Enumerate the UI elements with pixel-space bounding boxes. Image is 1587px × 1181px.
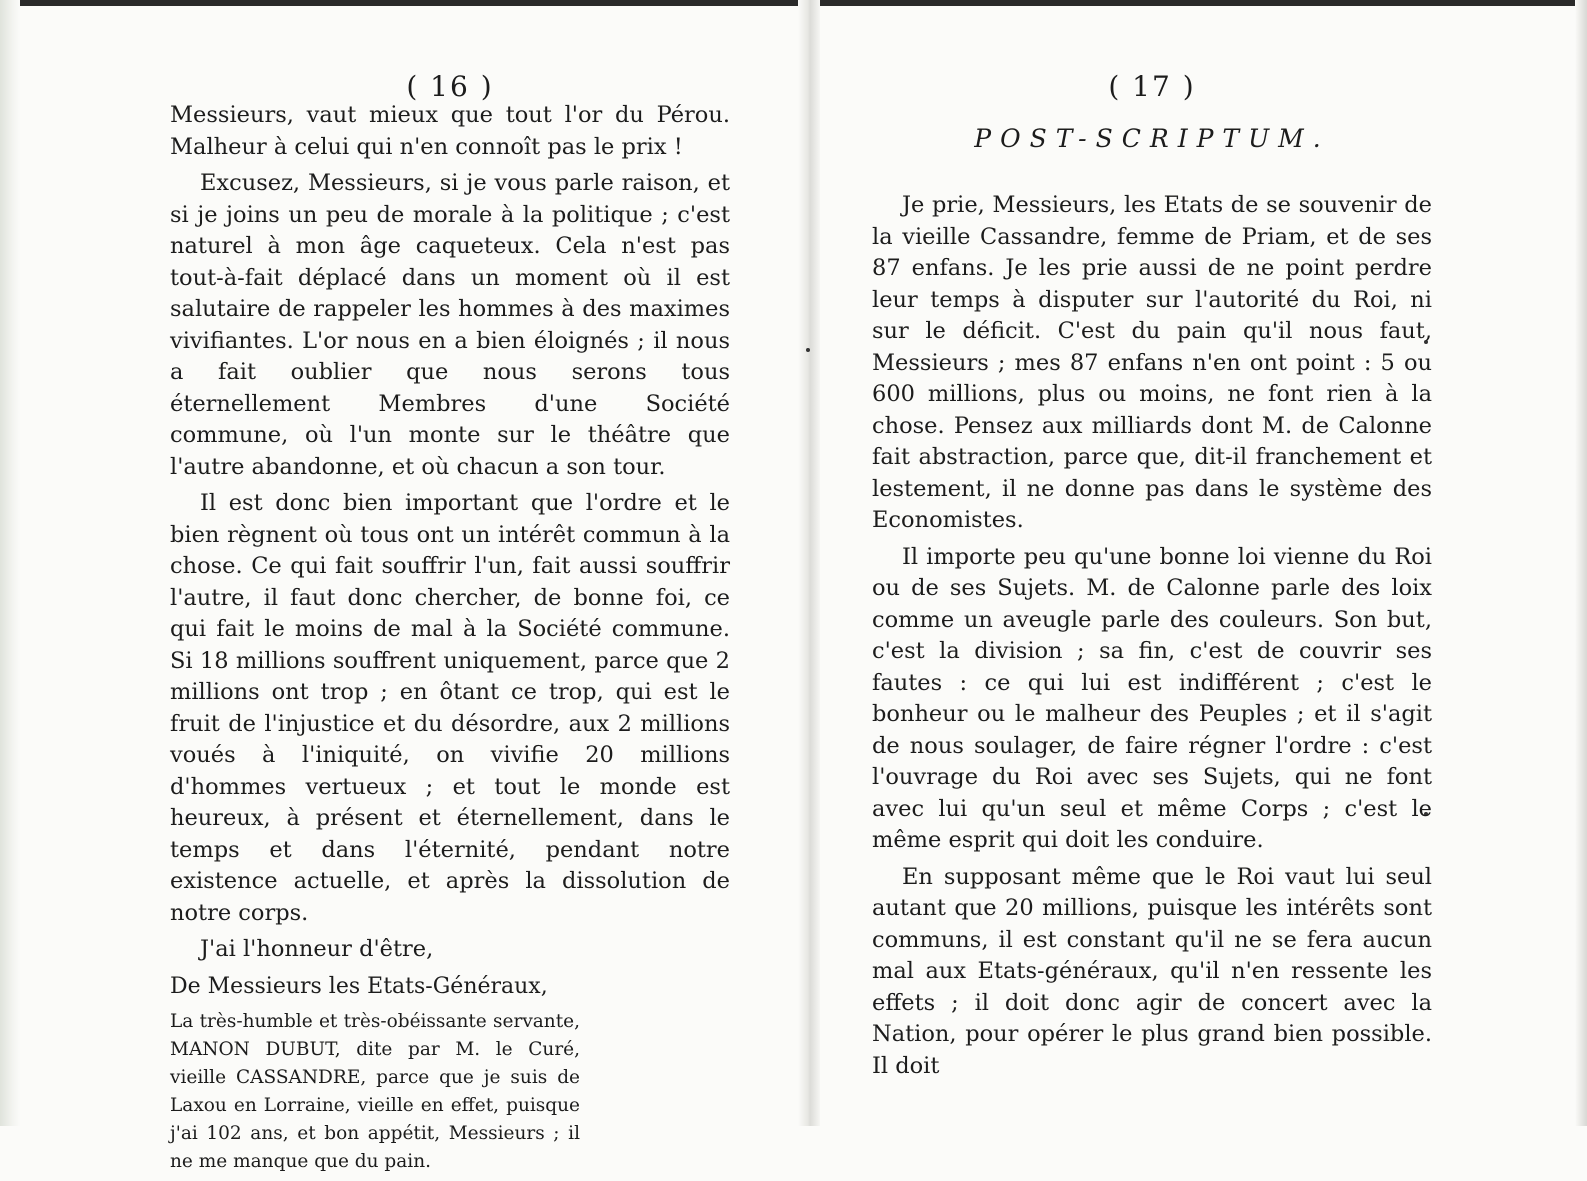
left-page: [170, 0, 730, 1172]
left-page-text: [170, 100, 730, 1181]
paragraph: Excusez, Messieurs, si je vous parle raison, et si je joins un peu de morale à la politique ; c'est naturel à mon âge caqueteux. Cela n'est pas tout-à-fait déplacé dans un moment où il est salutaire de rappeler les hommes à des maximes vivifiantes. L'or nous en a bien éloignés ; il nous a fait oublier que nous serons tous éternellement Membres d'une Société commune, où l'un monte sur le théâtre que l'autre abandonne, et où chacun a son tour.: [170, 170, 730, 480]
salutation: De Messieurs les Etats-Généraux,: [170, 973, 548, 999]
scan-right-edge: [1575, 0, 1587, 1126]
section-title: POST-SCRIPTUM.: [974, 124, 1330, 153]
right-page-text: [872, 190, 1432, 1087]
ink-speck: [806, 348, 810, 352]
page-number: ( 16 ): [406, 70, 494, 103]
paragraph: Il est donc bien important que l'ordre et le bien règnent où tous ont un intérêt commun à la chose. Ce qui fait souffrir l'un, fait aussi souffrir l'autre, il faut donc chercher, de bonne foi, ce qui fait le moins de mal à la Société commune. Si 18 millions souffrent uniquement, parce que 2 millions ont trop ; en ôtant ce trop, qui est le fruit de l'injustice et du désordre, aux 2 millions voués à l'iniquité, on vivifie 20 millions d'hommes vertueux ; et tout le monde est heureux, à présent et éternellement, dans le temps et dans l'éternité, pendant notre existence actuelle, et après la dissolution de notre corps.: [170, 490, 730, 926]
paragraph: Je prie, Messieurs, les Etats de se souvenir de la vieille Cassandre, femme de Priam, et de ses 87 enfans. Je les prie aussi de ne point perdre leur temps à disputer sur l'autorité du Roi, ni sur le déficit. C'est du pain qu'il nous faut, Messieurs ; mes 87 enfans n'en ont point : 5 ou 600 millions, plus ou moins, ne font rien à la chose. Pensez aux milliards dont M. de Calonne fait abstraction, parce que, dit-il franchement et lestement, il ne donne pas dans le système des Economistes.: [872, 192, 1432, 533]
closing-line: J'ai l'honneur d'être,: [200, 936, 434, 962]
right-page: [872, 0, 1432, 1126]
paragraph: Il importe peu qu'une bonne loi vienne du Roi ou de ses Sujets. M. de Calonne parle des loix comme un aveugle parle des couleurs. Son but, c'est la division ; sa fin, c'est de couvrir ses fautes : ce qui lui est indifférent ; c'est le bonheur ou le malheur des Peuples ; et il s'agit de nous soulager, de faire régner l'ordre : c'est l'ouvrage du Roi avec ses Sujets, qui ne font avec lui qu'un seul et même Corps ; c'est le même esprit qui doit les conduire.: [872, 543, 1432, 853]
page-number: ( 17 ): [1108, 70, 1196, 103]
scan-left-edge: [0, 0, 20, 1126]
signature-block: La très-humble et très-obéissante servante, MANON DUBUT, dite par M. le Curé, vieille CASSANDRE, parce que je suis de Laxou en Lorraine, vieille en effet, puisque j'ai 102 ans, et bon appétit, Messieurs ; il ne me manque que du pain.: [170, 1010, 580, 1172]
paragraph: En supposant même que le Roi vaut lui seul autant que 20 millions, puisque les intérêts sont communs, il est constant qu'il ne se fera aucun mal aux Etats-généraux, qu'il n'en ressente les effets ; il doit donc agir de concert avec la Nation, pour opérer le plus grand bien possible. Il doit: [872, 863, 1432, 1079]
paragraph: Messieurs, vaut mieux que tout l'or du Pérou. Malheur à celui qui n'en connoît pas le prix !: [170, 102, 730, 160]
book-gutter: [798, 0, 820, 1126]
